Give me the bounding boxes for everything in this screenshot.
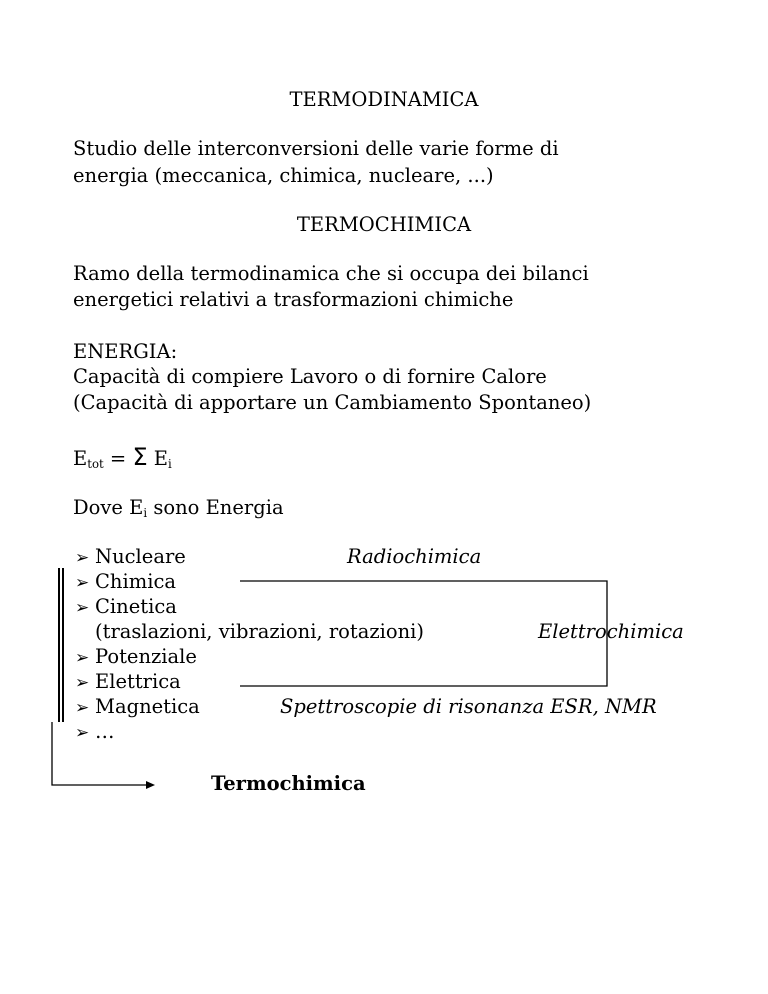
formula-lhs-subscript: tot: [87, 456, 104, 471]
energia-line-2: (Capacità di apportare un Cambiamento Spontaneo): [73, 391, 592, 414]
list-item-nucleare: ➢ Nucleare: [75, 544, 186, 571]
arrow-bullet-icon: ➢: [75, 648, 90, 668]
list-item-magnetica: ➢ Magnetica: [75, 694, 200, 721]
energia-heading: ENERGIA:: [73, 340, 178, 363]
definition-line-2: energia (meccanica, chimica, nucleare, ...): [73, 164, 494, 187]
annotation-elettrochimica: Elettrochimica: [538, 620, 684, 643]
formula-lhs: E: [73, 447, 88, 470]
list-item-chimica: ➢ Chimica: [75, 569, 176, 596]
termochimica-line-2: energetici relativi a trasformazioni chimiche: [73, 288, 514, 311]
section-title-termochimica: TERMOCHIMICA: [296, 213, 472, 236]
arrow-bullet-icon: ➢: [75, 698, 90, 718]
list-item-cinetica-detail: (traslazioni, vibrazioni, rotazioni): [95, 620, 425, 643]
arrow-bullet-icon: ➢: [75, 598, 90, 618]
arrow-head-icon: [146, 781, 155, 789]
annotation-radiochimica: Radiochimica: [347, 545, 482, 568]
footer-label-termochimica: Termochimica: [211, 772, 366, 795]
list-item-ellipsis: ➢ …: [75, 719, 115, 746]
formula-rhs-subscript: i: [168, 456, 172, 471]
formula-equals: =: [103, 447, 133, 470]
arrow-bullet-icon: ➢: [75, 548, 90, 568]
page-title-termodinamica: TERMODINAMICA: [289, 88, 479, 111]
dove-subscript: i: [143, 505, 148, 520]
arrow-bullet-icon: ➢: [75, 573, 90, 593]
arrow-bullet-icon: ➢: [75, 723, 90, 743]
list-item-cinetica: ➢ Cinetica: [75, 594, 177, 621]
elettrochimica-bracket: [240, 581, 607, 686]
dove-suffix: sono Energia: [147, 496, 284, 519]
energia-line-1: Capacità di compiere Lavoro o di fornire Calore: [73, 365, 547, 388]
list-item-potenziale: ➢ Potenziale: [75, 644, 197, 671]
sigma-symbol: Σ: [132, 443, 148, 471]
termochimica-arrow-line: [52, 722, 146, 785]
termochimica-line-1: Ramo della termodinamica che si occupa dei bilanci: [73, 262, 589, 285]
dove-prefix: Dove E: [73, 496, 144, 519]
definition-line-1: Studio delle interconversioni delle varie forme di: [73, 137, 559, 160]
formula-rhs: E: [147, 447, 169, 470]
annotation-spettroscopie: Spettroscopie di risonanza ESR, NMR: [280, 695, 657, 718]
list-item-elettrica: ➢ Elettrica: [75, 669, 181, 696]
arrow-bullet-icon: ➢: [75, 673, 90, 693]
